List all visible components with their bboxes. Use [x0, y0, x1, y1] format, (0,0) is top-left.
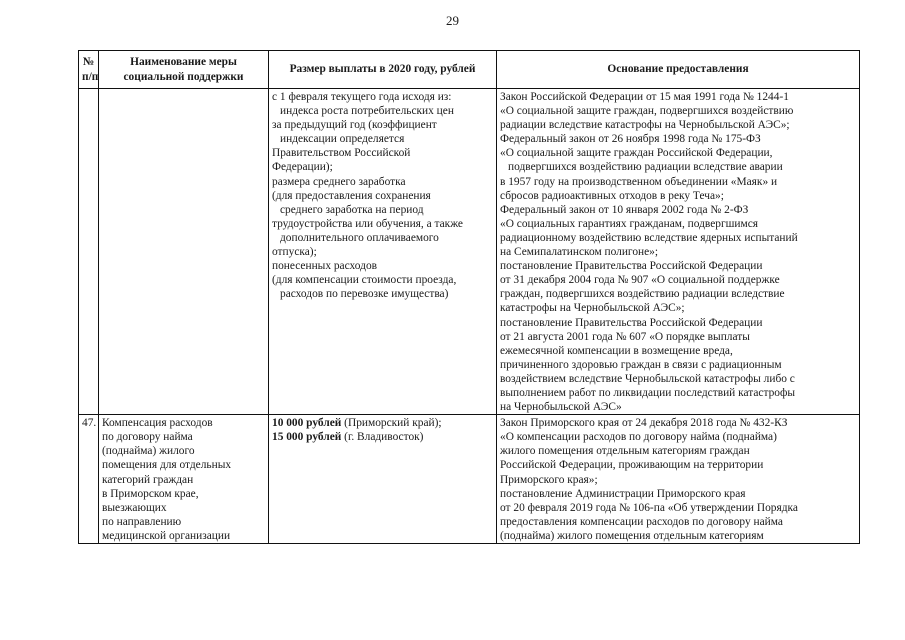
- basis-cell-line: воздействием вследствие Чернобыльской катастрофы либо с: [500, 372, 795, 385]
- basis-cell-line: от 20 февраля 2019 года № 106-па «Об утверждении Порядка: [500, 501, 798, 514]
- payment-size-cell-line: индексации определяется: [280, 133, 405, 146]
- payment-size-cell-line: (для компенсации стоимости проезда,: [272, 274, 457, 287]
- payment-size-cell-line: с 1 февраля текущего года исходя из:: [272, 91, 452, 103]
- page-number: 29: [446, 13, 459, 28]
- table-row: [79, 415, 860, 544]
- table-header-row: [79, 51, 860, 89]
- basis-cell-line: Закон Приморского края от 24 декабря 2018 года № 432-КЗ: [500, 417, 788, 430]
- measure-name-cell-line: помещения для отдельных: [102, 459, 232, 472]
- measure-name-cell-line: по договору найма: [102, 431, 193, 444]
- basis-cell-line: ежемесячной компенсации в возмещение вреда,: [500, 344, 733, 357]
- basis-cell-line: «О социальных гарантиях гражданам, подвергшимся: [500, 217, 759, 230]
- basis-cell-line: предоставления компенсации расходов по договору найма: [500, 515, 783, 528]
- payment-size-cell-line: дополнительного оплачиваемого: [280, 231, 439, 244]
- basis-cell-line: сбросов радиоактивных отходов в реку Теча»;: [500, 189, 724, 202]
- payment-size-cell-line: размера среднего заработка: [272, 175, 406, 188]
- payment-size-cell-line: среднего заработка на период: [280, 203, 424, 216]
- basis-cell-line: граждан, подвергшихся воздействию радиации вследствие: [500, 288, 785, 301]
- measure-name-cell-line: категорий граждан: [102, 473, 194, 486]
- row-number: 47.: [79, 415, 99, 544]
- payment-size-cell-line: отпуска);: [272, 246, 317, 259]
- payment-region: (г. Владивосток): [341, 431, 424, 444]
- header-basis: Основание предоставления: [497, 51, 860, 89]
- basis-cell-line: Российской Федерации, проживающим на территории: [500, 459, 764, 472]
- header-measure-name: Наименование меры социальной поддержки: [99, 51, 269, 89]
- payment-size-cell-line: трудоустройства или обучения, а также: [272, 217, 463, 230]
- payment-size-cell-line: Федерации);: [272, 161, 333, 174]
- measure-name-cell: [99, 415, 269, 544]
- basis-cell-line: (поднайма) жилого помещения отдельным категориям: [500, 529, 764, 542]
- payment-size-cell-line: понесенных расходов: [272, 260, 378, 273]
- payment-size-cell-line: индекса роста потребительских цен: [280, 105, 454, 118]
- measure-name-cell-line: медицинской организации: [102, 529, 231, 542]
- payment-size-cell-line: расходов по перевозке имущества): [280, 288, 449, 301]
- payment-size-cell: [269, 415, 497, 544]
- header-payment-size: Размер выплаты в 2020 году, рублей: [269, 51, 497, 89]
- payment-size-cell-line: [272, 430, 493, 444]
- basis-cell-line: в 1957 году на производственном объединении «Маяк» и: [500, 175, 778, 188]
- basis-cell: [497, 415, 860, 544]
- basis-cell-line: постановление Правительства Российской Федерации: [500, 316, 763, 329]
- payment-size-cell-line: [272, 416, 493, 430]
- basis-cell-line: постановление Правительства Российской Федерации: [500, 260, 763, 273]
- basis-cell: [497, 89, 860, 415]
- payment-size-cell-line: Правительством Российской: [272, 147, 411, 160]
- basis-cell-line: радиации вследствие катастрофы на Чернобыльской АЭС»;: [500, 119, 790, 132]
- basis-cell-line: радиационному воздействию вследствие ядерных испытаний: [500, 231, 798, 244]
- payment-amount: 15 000 рублей: [272, 431, 342, 444]
- basis-cell-line: катастрофы на Чернобыльской АЭС»;: [500, 302, 685, 315]
- measure-name-cell-line: Компенсация расходов: [102, 417, 213, 430]
- measure-name-cell: [99, 89, 269, 415]
- social-support-table: [78, 50, 860, 544]
- basis-cell-line: Приморского края»;: [500, 473, 598, 486]
- table-row: [79, 89, 860, 415]
- measure-name-cell-line: в Приморском крае,: [102, 487, 199, 500]
- measure-name-cell-line: по направлению: [102, 515, 182, 528]
- basis-cell-line: на Чернобыльской АЭС»: [500, 401, 622, 414]
- basis-cell-line: Федеральный закон от 26 ноября 1998 года № 175-ФЗ: [500, 133, 761, 146]
- row-number: [79, 89, 99, 415]
- measure-name-cell-line: (поднайма) жилого: [102, 445, 195, 458]
- basis-cell-line: выполнением работ по ликвидации последствий катастрофы: [500, 386, 795, 399]
- payment-size-cell-line: (для предоставления сохранения: [272, 189, 431, 202]
- basis-cell-line: подвергшихся воздействию радиации вследствие аварии: [508, 161, 783, 174]
- header-number: № п/п: [79, 51, 99, 89]
- basis-cell-line: «О социальной защите граждан Российской Федерации,: [500, 147, 773, 160]
- basis-cell-line: от 21 августа 2001 года № 607 «О порядке выплаты: [500, 330, 750, 343]
- payment-size-cell-line: за предыдущий год (коэффициент: [272, 119, 437, 132]
- basis-cell-line: жилого помещения отдельным категориям граждан: [500, 445, 750, 458]
- basis-cell-line: от 31 декабря 2004 года № 907 «О социальной поддержке: [500, 274, 780, 287]
- payment-region: (Приморский край);: [341, 417, 442, 430]
- basis-cell-line: «О компенсации расходов по договору найма (поднайма): [500, 431, 777, 444]
- basis-cell-line: Закон Российской Федерации от 15 мая 1991 года № 1244-1: [500, 91, 789, 103]
- payment-amount: 10 000 рублей: [272, 417, 342, 430]
- basis-cell-line: Федеральный закон от 10 января 2002 года № 2-ФЗ: [500, 203, 749, 216]
- payment-size-cell: [269, 89, 497, 415]
- basis-cell-line: «О социальной защите граждан, подвергшихся воздействию: [500, 105, 794, 118]
- measure-name-cell-line: выезжающих: [102, 501, 167, 514]
- basis-cell-line: на Семипалатинском полигоне»;: [500, 246, 659, 259]
- basis-cell-line: постановление Администрации Приморского края: [500, 487, 746, 500]
- basis-cell-line: причиненного здоровью граждан в связи с радиационным: [500, 358, 782, 371]
